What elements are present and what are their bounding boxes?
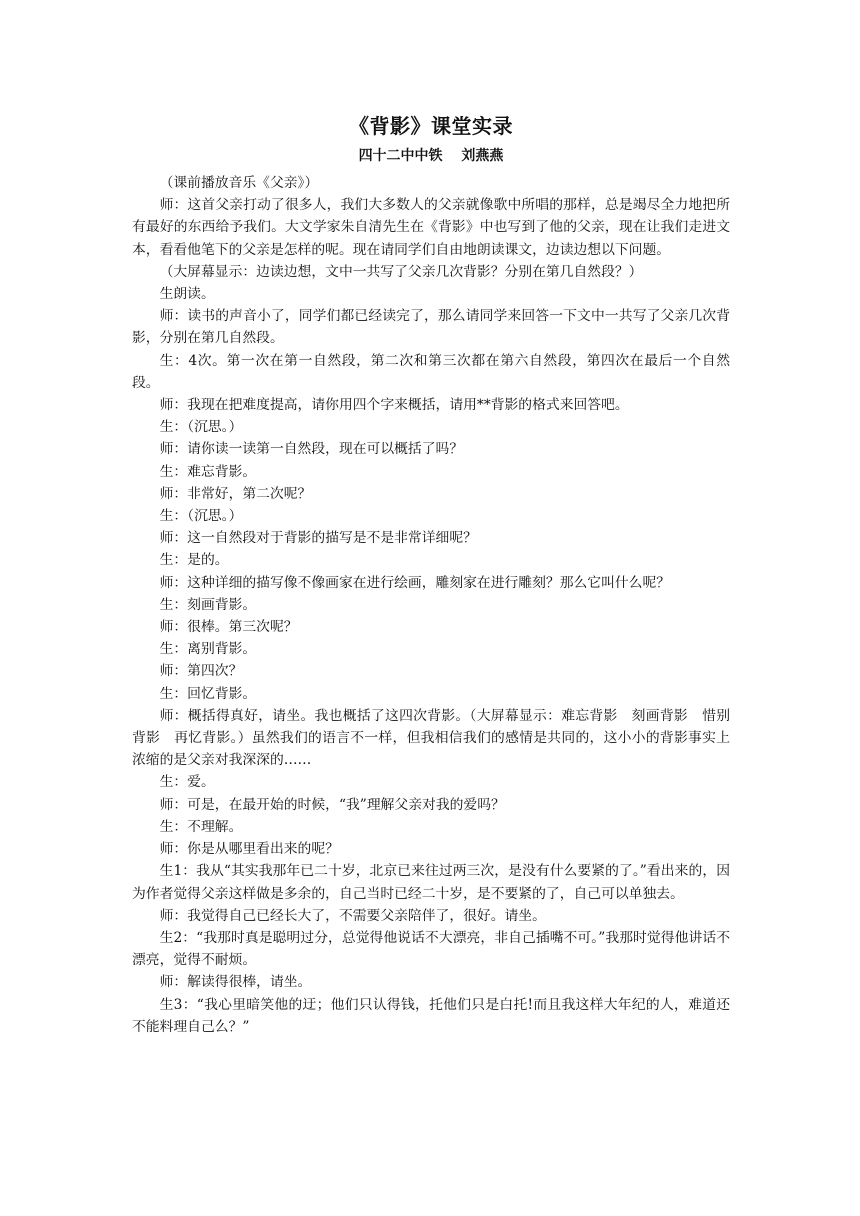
paragraph-student-answer: 生：4次。第一次在第一自然段，第二次和第三次都在第六自然段，第四次在最后一个自然段。 [132, 352, 730, 391]
paragraph-screen-prompt: （大屏幕显示：边读边想，文中一共写了父亲几次背影？分别在第几自然段？） [159, 263, 643, 280]
paragraph-teacher-fourth: 师：第四次？ [159, 663, 243, 680]
paragraph-teacher-summary: 师：概括得真好，请坐。我也概括了这四次背影。（大屏幕显示：难忘背影 刻画背影 惜别背影 再忆背影。）虽然我们的语言不一样，但我相信我们的感情是共同的，这小小的背影事实上浓缩的是父亲对我深深的…… [132, 707, 730, 769]
document-body [132, 112, 730, 1038]
paragraph-teacher-grown-up: 师：我觉得自己已经长大了，不需要父亲陪伴了，很好。请坐。 [159, 907, 546, 924]
paragraph-student-not-understand: 生：不理解。 [159, 818, 243, 835]
paragraph-intro-music: （课前播放音乐《父亲》） [159, 175, 319, 191]
paragraph-teacher-detailed: 师：这一自然段对于背影的描写是不是非常详细呢？ [159, 530, 477, 547]
paragraph-student-3: 生3：“我心里暗笑他的迂；他们只认得钱，托他们只是白托!而且我这样大年纪的人，难道还不能料理自己么？” [132, 996, 730, 1035]
paragraph-teacher-praise: 师：解读得很棒，请坐。 [159, 974, 312, 991]
paragraph-student-nanwang: 生：难忘背影。 [159, 463, 257, 480]
paragraph-students-read: 生朗读。 [159, 286, 215, 303]
paragraph-student-think-2: 生：（沉思。） [159, 508, 243, 525]
paragraph-student-think-1: 生：（沉思。） [159, 419, 243, 436]
paragraph-teacher-painter: 师：这种详细的描写像不像画家在进行绘画，雕刻家在进行雕刻？那么它叫什么呢？ [159, 574, 671, 591]
paragraph-student-love: 生：爱。 [159, 774, 215, 791]
paragraph-teacher-harder: 师：我现在把难度提高，请你用四个字来概括，请用**背影的格式来回答吧。 [159, 397, 629, 414]
paragraph-student-libie: 生：离别背影。 [159, 641, 257, 658]
paragraph-teacher-opening: 师：这首父亲打动了很多人，我们大多数人的父亲就像歌中所唱的那样，总是竭尽全力地把所有最好的东西给予我们。大文学家朱自清先生在《背影》中也写到了他的父亲，现在让我们走进文本，看看他笔下的父亲是怎样的呢。现在请同学们自由地朗读课文，边读边想以下问题。 [132, 197, 730, 258]
paragraph-teacher-question: 师：读书的声音小了，同学们都已经读完了，那么请同学来回答一下文中一共写了父亲几次背影，分别在第几自然段。 [132, 308, 730, 347]
document-title: 《背影》课堂实录 [349, 114, 513, 138]
paragraph-student-1: 生1：我从“其实我那年已二十岁，北京已来往过两三次，是没有什么要紧的了。”看出来的，因为作者觉得父亲这样做是多余的，自己当时已经二十岁，是不要紧的了，自己可以单独去。 [132, 863, 730, 902]
paragraph-teacher-third: 师：很棒。第三次呢？ [159, 619, 298, 636]
paragraph-student-kehua: 生：刻画背影。 [159, 596, 257, 613]
document-byline: 四十二中中铁 刘燕燕 [358, 148, 504, 164]
paragraph-student-huiyi: 生：回忆背影。 [159, 685, 257, 702]
paragraph-teacher-where: 师：你是从哪里看出来的呢？ [159, 841, 339, 858]
paragraph-teacher-understand: 师：可是，在最开始的时候，“我”理解父亲对我的爱吗？ [159, 796, 505, 813]
paragraph-student-2: 生2：“我那时真是聪明过分，总觉得他说话不大漂亮，非自己插嘴不可。”我那时觉得他讲话不漂亮，觉得不耐烦。 [132, 929, 730, 969]
paragraph-teacher-reread: 师：请你读一读第一自然段，现在可以概括了吗？ [159, 441, 464, 458]
paragraph-teacher-second: 师：非常好，第二次呢？ [159, 485, 312, 502]
paragraph-student-yes: 生：是的。 [159, 552, 229, 569]
